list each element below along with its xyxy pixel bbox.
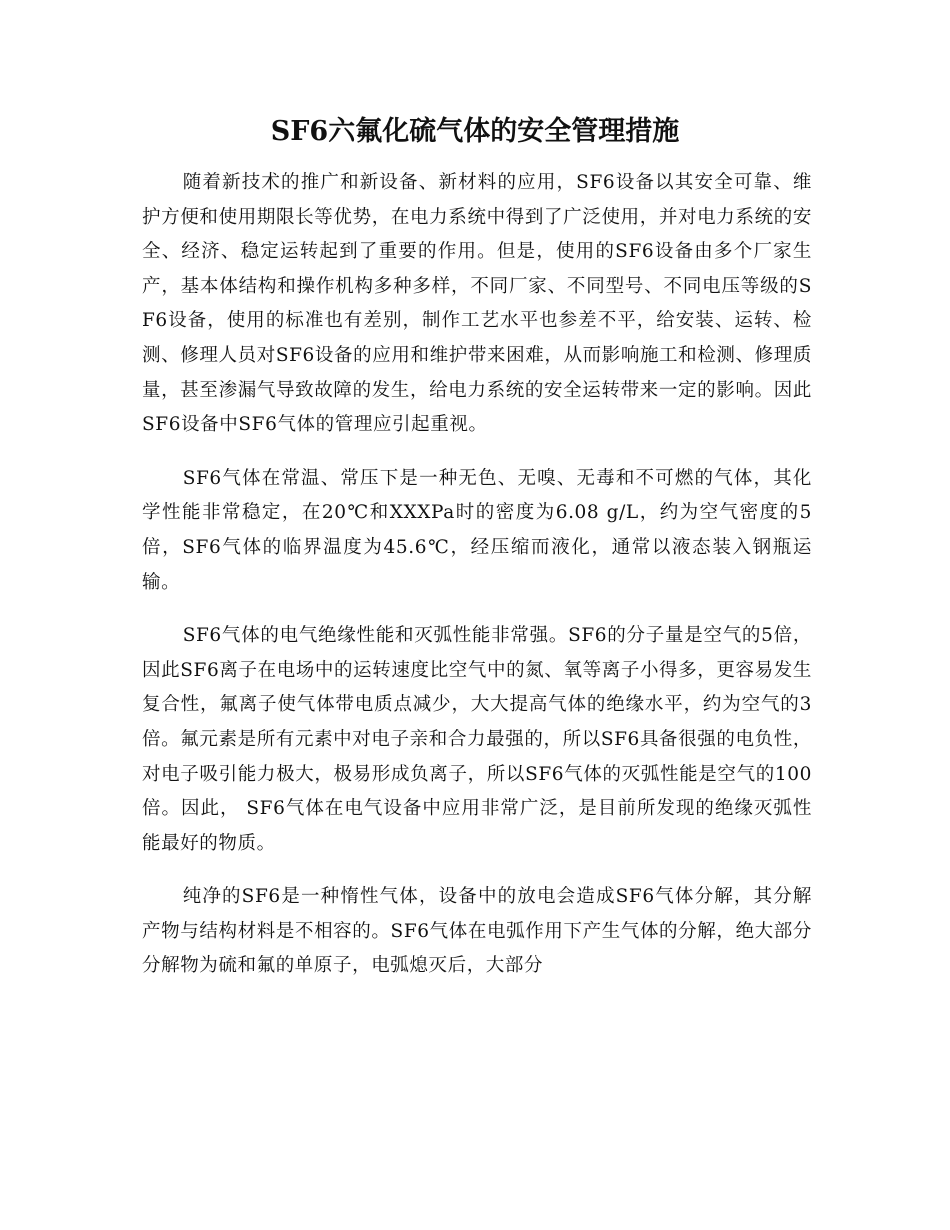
paragraph-insulation: SF6气体的电气绝缘性能和灭弧性能非常强。SF6的分子量是空气的5倍，因此SF6离子在电场中的运转速度比空气中的氮、氧等离子小得多，更容易发生复合性，氟离子使气体带电质点减少，大大提高气体的绝缘水平，约为空气的3倍。氟元素是所有元素中对电子亲和合力最强的，所以SF6具备很强的电负性，对电子吸引能力极大，极易形成负离子，所以SF6气体的灭弧性能是空气的100倍。因此， SF6气体在电气设备中应用非常广泛，是目前所发现的绝缘灭弧性能最好的物质。 <box>142 625 812 854</box>
paragraph-intro: 随着新技术的推广和新设备、新材料的应用，SF6设备以其安全可靠、维护方便和使用期限长等优势，在电力系统中得到了广泛使用，并对电力系统的安全、经济、稳定运转起到了重要的作用。但是，使用的SF6设备由多个厂家生产，基本体结构和操作机构多种多样，不同厂家、不同型号、不同电压等级的SF6设备，使用的标准也有差别，制作工艺水平也参差不平，给安装、运转、检测、修理人员对SF6设备的应用和维护带来困难，从而影响施工和检测、修理质量，甚至渗漏气导致故障的发生，给电力系统的安全运转带来一定的影响。因此SF6设备中SF6气体的管理应引起重视。 <box>142 172 812 436</box>
document-body <box>142 166 812 984</box>
paragraph-decomposition: 纯净的SF6是一种惰性气体，设备中的放电会造成SF6气体分解，其分解产物与结构材料是不相容的。SF6气体在电弧作用下产生气体的分解，绝大部分分解物为硫和氟的单原子，电弧熄灭后，大部分 <box>142 886 812 977</box>
paragraph-properties: SF6气体在常温、常压下是一种无色、无嗅、无毒和不可燃的气体，其化学性能非常稳定，在20℃和XXXPa时的密度为6.08 g/L，约为空气密度的5倍，SF6气体的临界温度为45.6℃，经压缩而液化，通常以液态装入钢瓶运输。 <box>142 467 812 593</box>
document-title: SF6六氟化硫气体的安全管理措施 <box>270 116 680 147</box>
